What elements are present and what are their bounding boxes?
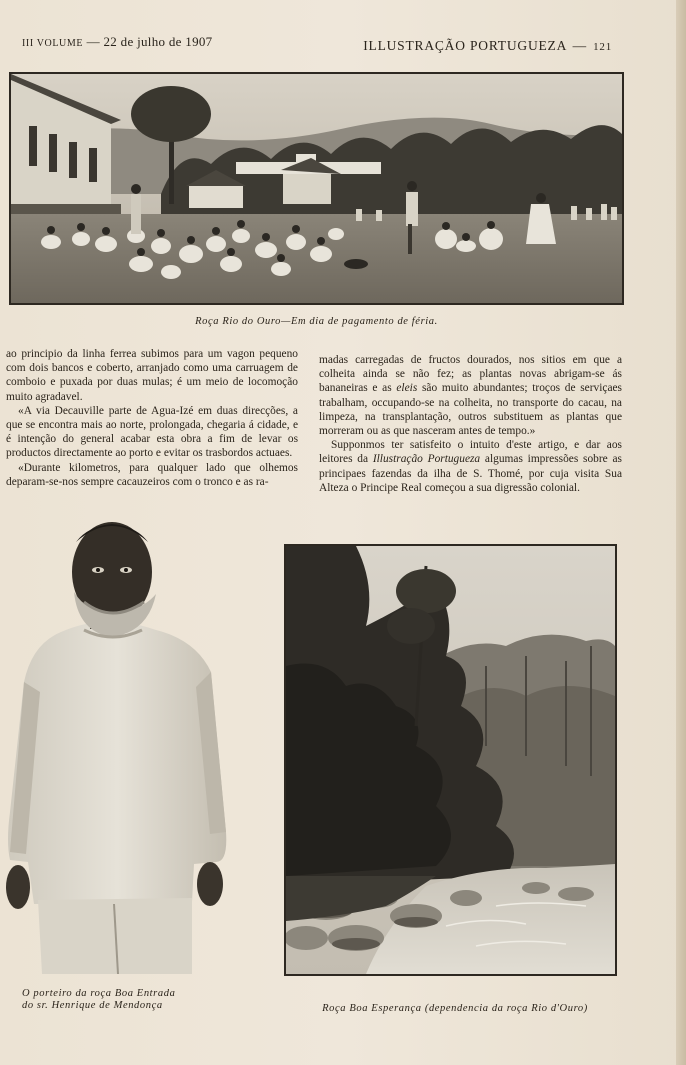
porter-portrait-image bbox=[6, 512, 230, 976]
photo-payday-crowd bbox=[9, 72, 624, 305]
magazine-title: ILLUSTRAÇÃO PORTUGUEZA bbox=[363, 38, 567, 53]
article-paragraph: ao principio da linha ferrea subimos para um vagon pequeno com dois bancos e coberto, arranjado como uma carruagem de comboio e puxada por duas mulas; é um meio de locomoção muito agradavel. bbox=[6, 348, 298, 403]
emphasis-word: eleis bbox=[396, 382, 418, 395]
river-landscape-image bbox=[286, 546, 615, 974]
photo-river-landscape bbox=[284, 544, 617, 976]
article-column-right bbox=[319, 353, 622, 495]
paragraph-text: Supponmos ter satisfeito o intuito d'este artigo, e dar aos leitores da bbox=[319, 439, 622, 466]
article-paragraph: «A via Decauville parte de Agua-Izé em duas direcções, a que se encontra mais ao norte, prolongada, chegaria á cidade, e é intenção do general acabar esta obra a fim de levar os productos directamente ao porto e evitar os trasbordos actuaes. bbox=[6, 404, 298, 460]
header-volume-date bbox=[22, 34, 212, 50]
article-column-left bbox=[6, 347, 298, 489]
caption-payday-photo: Roça Rio do Ouro—Em dia de pagamento de féria. bbox=[195, 316, 438, 327]
photo-porter-portrait bbox=[6, 512, 230, 976]
caption-porter-line: O porteiro da roça Boa Entrada bbox=[22, 988, 176, 999]
article-paragraph bbox=[319, 438, 622, 495]
paragraph-text: algumas impressões sobre as principaes fazendas da ilha de S. Thomé, por cuja visita Sua Alteza o Principe Real começou a sua digressão colonial. bbox=[319, 453, 622, 494]
payday-crowd-image bbox=[11, 74, 622, 303]
caption-river-photo: Roça Boa Esperança (dependencia da roça Rio d'Ouro) bbox=[322, 1003, 588, 1014]
header-magazine bbox=[363, 38, 612, 54]
article-paragraph: «Durante kilometros, para qualquer lado que olhemos deparam-se-nos sempre cacauzeiros com o tronco e as ra- bbox=[6, 461, 298, 488]
issue-date: — 22 de julho de 1907 bbox=[86, 34, 213, 49]
paragraph-text: são muito abundantes; troços de serviçaes trabalham, occupando-se na colheita, no transporte do cacau, na limpeza, na transplantação, outros substituem as plantas que morreram ou as que nasceram antes de tempo.» bbox=[319, 382, 622, 438]
magazine-name-emphasis: Illustração Portugueza bbox=[372, 453, 481, 466]
paragraph-text: madas carregadas de fructos dourados, nos sitios em que a colheita ainda se não fez; as plantas novas abrigam-se ás bananeiras e as bbox=[319, 354, 622, 395]
caption-porter-line: do sr. Henrique de Mendonça bbox=[22, 999, 163, 1011]
volume-label: III VOLUME bbox=[22, 38, 84, 49]
caption-porter bbox=[22, 988, 242, 1011]
article-paragraph bbox=[319, 353, 622, 438]
page-number: 121 bbox=[593, 41, 612, 53]
page-edge bbox=[676, 0, 686, 1065]
header-separator: — bbox=[572, 38, 587, 53]
